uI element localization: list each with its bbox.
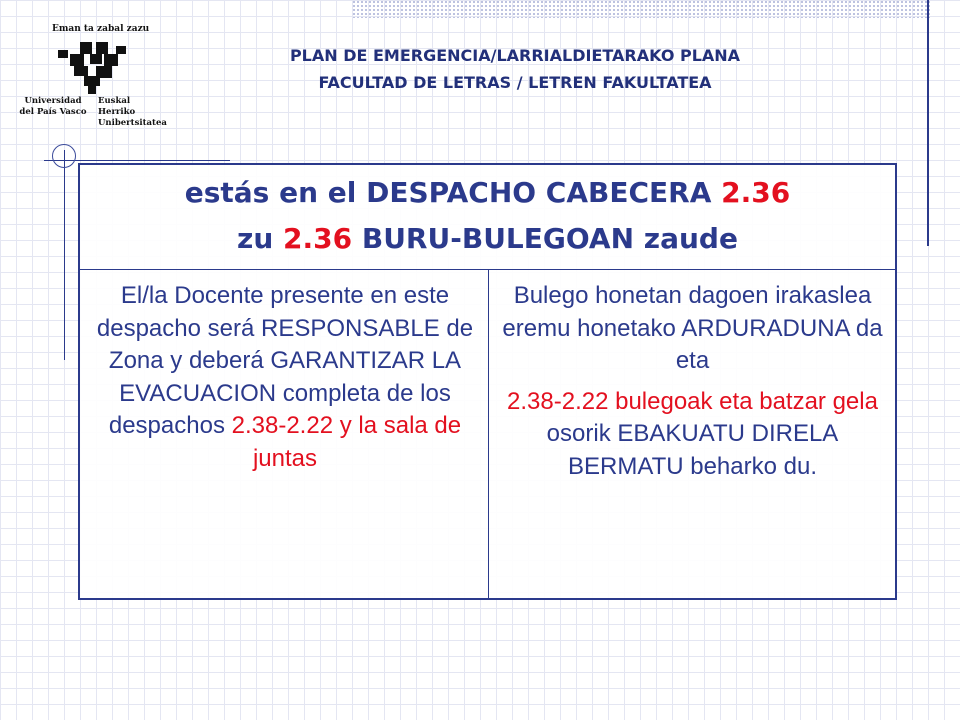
decorative-vertical-line-left bbox=[64, 150, 65, 360]
page-header bbox=[190, 42, 840, 96]
header-line-1: PLAN DE EMERGENCIA/LARRIALDIETARAKO PLANA bbox=[289, 46, 741, 65]
title-line-1: estás en el DESPACHO CABECERA 2.36 bbox=[184, 176, 791, 209]
basque-paragraph-1: Bulego honetan dagoen irakaslea eremu honetako ARDURADUNA da eta bbox=[502, 282, 883, 374]
info-panel bbox=[78, 163, 897, 600]
logo-right-text: Euskal Herriko Unibertsitatea bbox=[98, 96, 167, 128]
basque-instructions bbox=[500, 280, 885, 483]
decorative-circle bbox=[52, 144, 76, 168]
location-title bbox=[80, 165, 895, 270]
logo-left-text: Universidad del País Vasco bbox=[19, 96, 87, 117]
header-line-2: FACULTAD DE LETRAS / LETREN FAKULTATEA bbox=[318, 73, 712, 92]
logo-motto: Eman ta zabal zazu bbox=[52, 24, 150, 34]
basque-paragraph-2: 2.38-2.22 bulegoak eta batzar gela osorik EBAKUATU DIRELA BERMATU beharko du. bbox=[507, 387, 878, 480]
tree-emblem-icon bbox=[18, 32, 168, 102]
column-divider bbox=[488, 270, 489, 598]
title-line-2: zu 2.36 BURU-BULEGOAN zaude bbox=[237, 222, 738, 255]
decorative-vertical-line bbox=[927, 0, 929, 246]
spanish-instructions: El/la Docente presente en este despacho será RESPONSABLE de Zona y deberá GARANTIZAR LA EVACUACION completa de los despachos 2.38-2.22 y la sala de juntas bbox=[96, 282, 474, 472]
university-logo bbox=[18, 24, 168, 128]
decorative-dotted-band bbox=[352, 0, 930, 18]
